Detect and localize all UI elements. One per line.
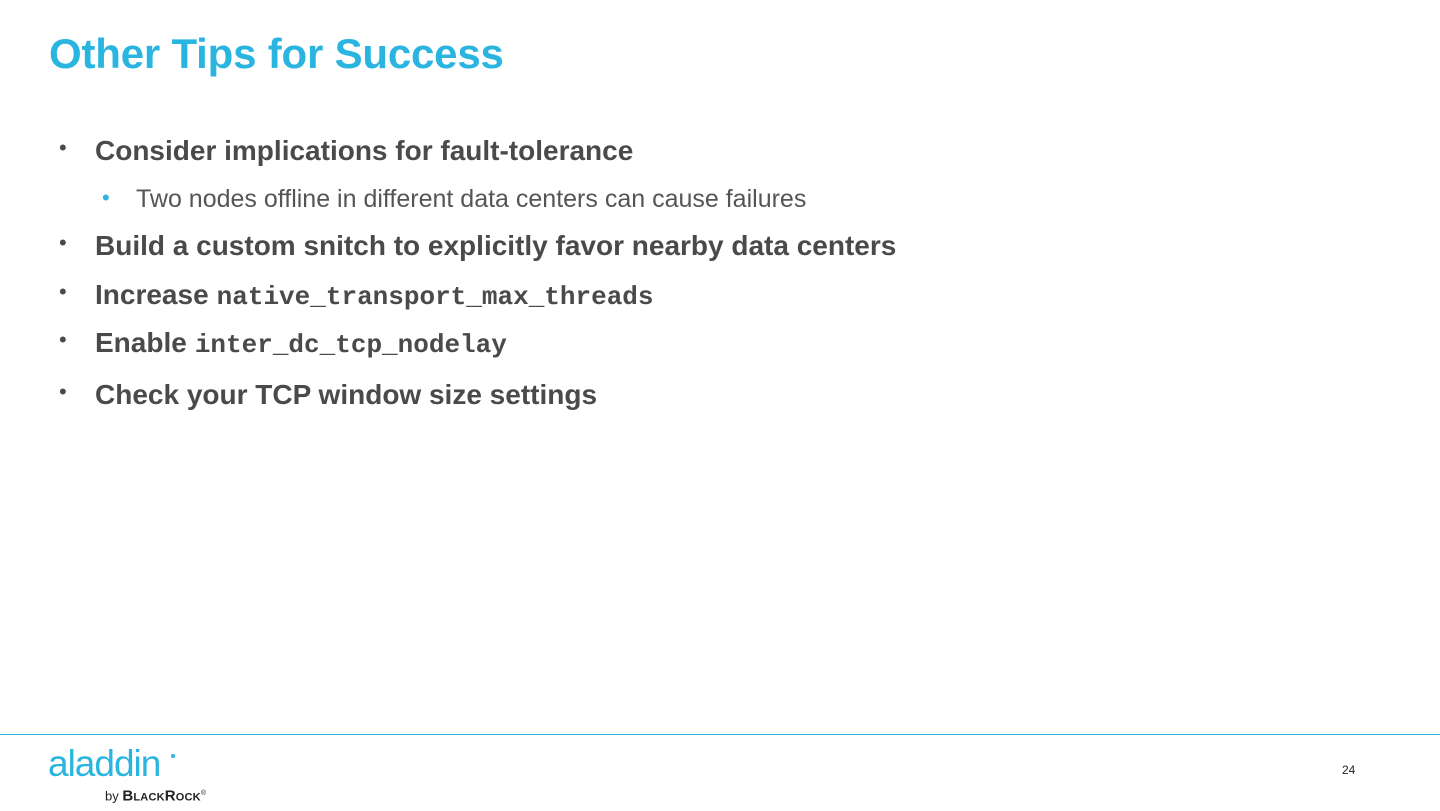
logo-sub-prefix: by [105, 788, 119, 804]
config-code: inter_dc_tcp_nodelay [194, 330, 507, 360]
blackrock-logo [105, 786, 206, 804]
bullet-text: Increase [95, 279, 209, 310]
page-number: 24 [1342, 763, 1356, 777]
bullet-marker: • [59, 279, 67, 304]
bullet-text: Enable [95, 327, 187, 358]
sub-bullet-item [102, 185, 807, 214]
logo-sub-brand: BlackRock [122, 787, 201, 805]
bullet-marker: • [59, 379, 67, 404]
bullet-marker: • [59, 230, 67, 255]
bullet-text: Consider implications for fault-tolerance [95, 135, 634, 166]
bullet-marker: • [102, 185, 110, 210]
footer-divider [0, 734, 1440, 735]
bullet-item [59, 230, 897, 262]
config-code: native_transport_max_threads [216, 282, 654, 312]
aladdin-logo: aladdin [48, 743, 161, 784]
slide-title: Other Tips for Success [49, 30, 504, 77]
bullet-text: Two nodes offline in different data centers can cause failures [136, 185, 807, 213]
bullet-item [59, 135, 634, 167]
bullet-item [59, 327, 507, 360]
logo-dot [171, 754, 175, 758]
bullet-item [59, 279, 654, 312]
logo-sub-mark: ® [200, 790, 206, 797]
bullet-item [59, 379, 598, 411]
bullet-marker: • [59, 135, 67, 160]
bullet-marker: • [59, 327, 67, 352]
bullet-text: Check your TCP window size settings [95, 379, 598, 410]
bullet-text: Build a custom snitch to explicitly favor nearby data centers [95, 230, 897, 261]
